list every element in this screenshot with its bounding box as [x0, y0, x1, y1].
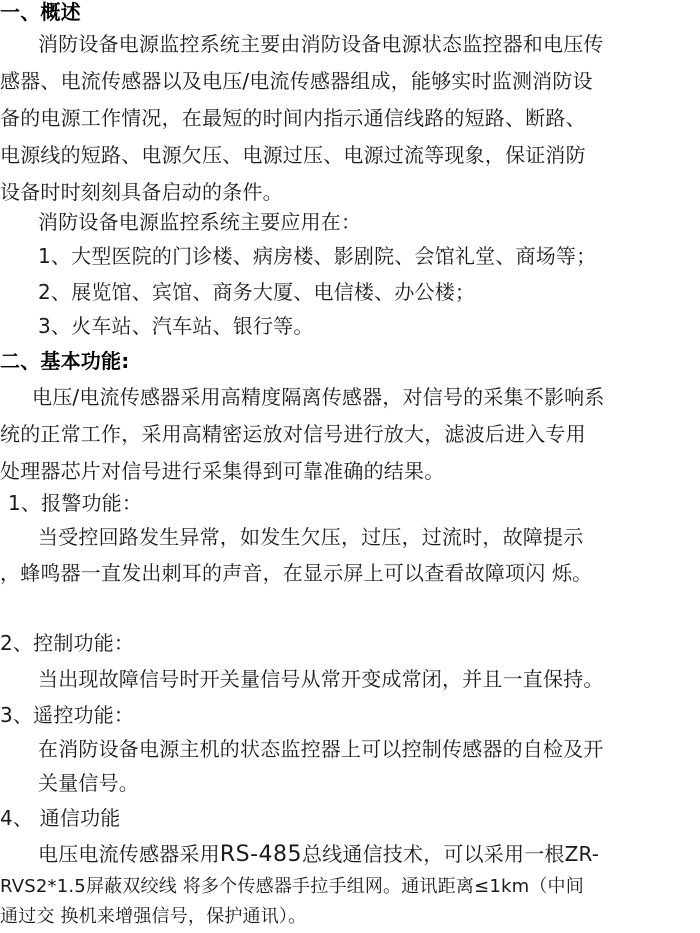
paragraph-line: 统的正常工作，采用高精密运放对信号进行放大，滤波后进入专用 [0, 422, 586, 446]
paragraph-line: ，蜂鸣器一直发出刺耳的声音，在显示屏上可以查看故障项闪 烁。 [0, 561, 593, 585]
paragraph-line: RVS2*1.5屏蔽双绞线 将多个传感器手拉手组网。通讯距离≤1km（中间 [0, 876, 584, 897]
paragraph-line: 电压/电流传感器采用高精度隔离传感器，对信号的采集不影响系 [32, 385, 605, 409]
paragraph-line: 消防设备电源监控系统主要由消防设备电源状态监控器和电压传 [38, 32, 604, 56]
list-item: 1、大型医院的门诊楼、病房楼、影剧院、会馆礼堂、商场等； [38, 244, 597, 268]
paragraph-line: 感器、电流传感器以及电压/电流传感器组成，能够实时监测消防设 [0, 69, 593, 93]
paragraph-line: 电源线的短路、电源欠压、电源过压、电源过流等现象，保证消防 [0, 143, 586, 167]
protocol-name: RS-485 [219, 842, 302, 867]
text-segment: 总线通信技术，可以采用一根ZR- [302, 842, 600, 866]
paragraph-line: 在消防设备电源主机的状态监控器上可以控制传感器的自检及开 [38, 737, 604, 761]
paragraph-line [38, 838, 599, 871]
feature-title: 3、遥控功能： [0, 703, 135, 727]
paragraph-line: 备的电源工作情况，在最短的时间内指示通信线路的短路、断路、 [0, 106, 586, 130]
paragraph-line: 设备时时刻刻具备启动的条件。 [0, 180, 283, 204]
paragraph-line: 当受控回路发生异常，如发生欠压，过压，过流时，故障提示 [38, 525, 584, 549]
feature-title: 2、控制功能： [0, 631, 135, 655]
list-item: 3、火车站、汽车站、银行等。 [38, 314, 314, 338]
text-segment: 电压电流传感器采用 [38, 842, 220, 866]
feature-title: 1、报警功能： [8, 491, 143, 515]
list-item: 2、展览馆、宾馆、商务大厦、电信楼、办公楼； [38, 280, 476, 304]
paragraph-line: 当出现故障信号时开关量信号从常开变成常闭，并且一直保持。 [38, 667, 604, 691]
paragraph-line: 关量信号。 [38, 771, 139, 795]
paragraph-line: 通过交 换机来增强信号，保护通讯）。 [0, 906, 307, 927]
paragraph-line: 处理器芯片对信号进行采集得到可靠准确的结果。 [0, 459, 445, 483]
section2-title: 二、基本功能: [0, 349, 130, 373]
section1-title: 一、概述 [0, 0, 81, 24]
feature-title: 4、 通信功能 [0, 806, 121, 830]
apps-intro: 消防设备电源监控系统主要应用在： [38, 210, 362, 234]
